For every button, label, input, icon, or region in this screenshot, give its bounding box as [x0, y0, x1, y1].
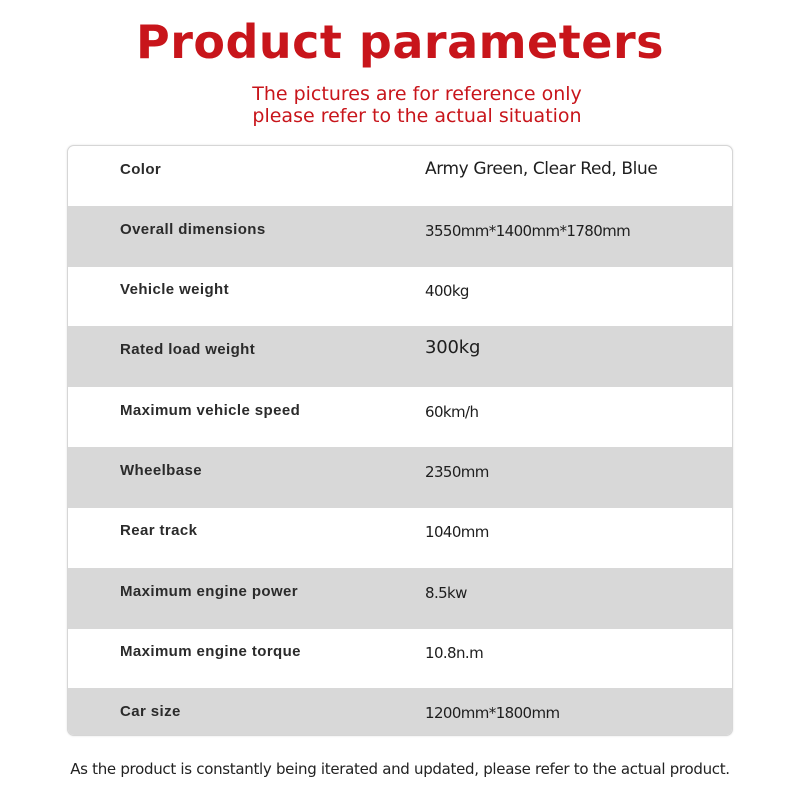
- param-label: Maximum engine power: [120, 583, 299, 600]
- param-row-color: [68, 146, 732, 207]
- param-value: 60km/h: [425, 403, 479, 421]
- param-value: 8.5kw: [425, 584, 467, 602]
- param-row-overall-dimensions: [68, 206, 732, 267]
- page-title: Product parameters: [135, 15, 665, 69]
- param-label: Color: [120, 161, 162, 178]
- param-label: Maximum engine torque: [120, 643, 301, 660]
- param-value: 10.8n.m: [425, 644, 484, 662]
- footer-note: As the product is constantly being iterated and updated, please refer to the actual product.: [70, 760, 730, 778]
- reference-notice-line-2: please refer to the actual situation: [252, 105, 582, 127]
- reference-notice: [0, 83, 800, 127]
- param-label: Vehicle weight: [120, 281, 229, 298]
- param-row-maximum-engine-torque: [68, 628, 732, 689]
- param-label: Car size: [120, 703, 181, 720]
- param-value: 3550mm*1400mm*1780mm: [425, 222, 631, 240]
- param-value: 400kg: [425, 282, 469, 300]
- param-label: Overall dimensions: [120, 221, 266, 238]
- param-row-rated-load-weight: [68, 326, 732, 387]
- param-value: 1040mm: [425, 523, 489, 541]
- param-value: 1200mm*1800mm: [425, 704, 560, 722]
- reference-notice-line-1: The pictures are for reference only: [252, 83, 582, 105]
- parameters-table: [67, 145, 733, 736]
- param-row-rear-track: [68, 507, 732, 568]
- param-label: Rated load weight: [120, 341, 256, 358]
- param-row-car-size: [68, 688, 732, 735]
- param-row-maximum-vehicle-speed: [68, 387, 732, 448]
- param-value: 2350mm: [425, 463, 489, 481]
- param-row-wheelbase: [68, 447, 732, 508]
- param-label: Rear track: [120, 522, 198, 539]
- param-label: Maximum vehicle speed: [120, 402, 301, 419]
- param-value: Army Green, Clear Red, Blue: [425, 159, 658, 179]
- param-value: 300kg: [425, 337, 481, 358]
- param-row-vehicle-weight: [68, 266, 732, 327]
- param-label: Wheelbase: [120, 462, 202, 479]
- param-row-maximum-engine-power: [68, 568, 732, 629]
